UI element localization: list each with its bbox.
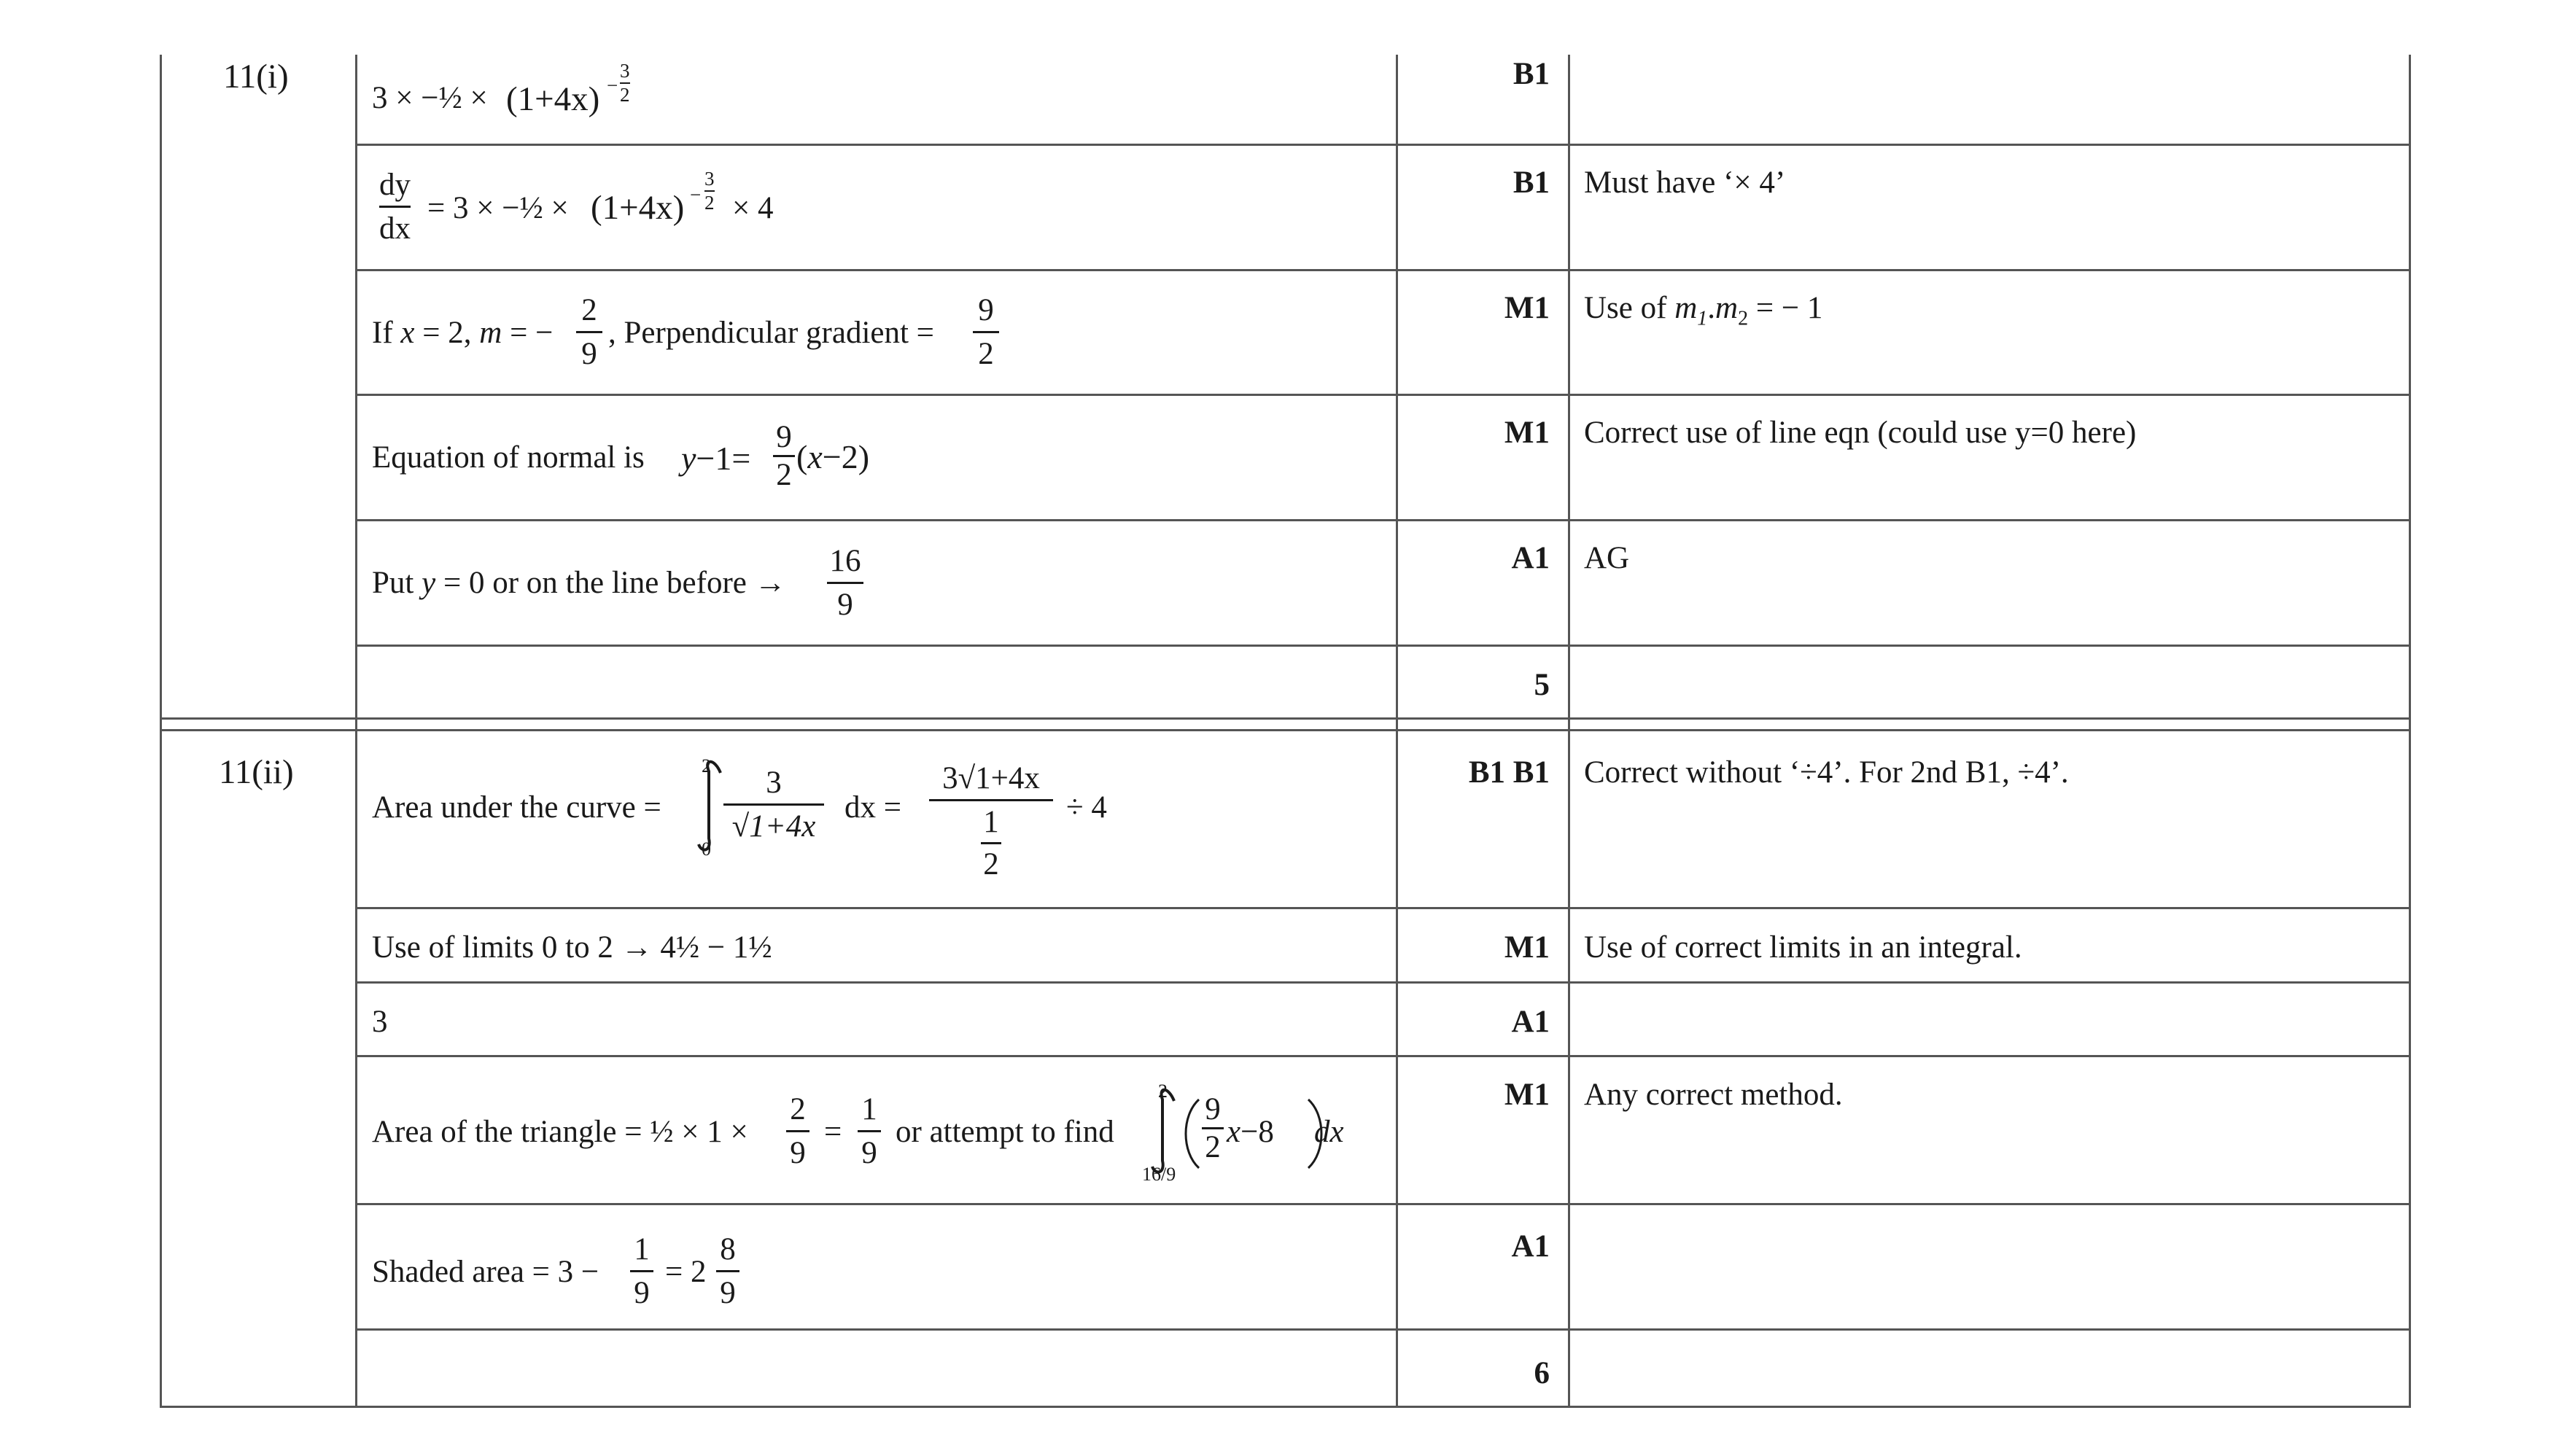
fraction-numerator: 1 [983,805,999,839]
working-text: ÷ 4 [1066,790,1107,825]
guidance-note: AG [1584,541,1630,575]
working-text: dx [1314,1115,1344,1149]
derivative-numerator: dy [379,168,411,202]
exponent-fraction [704,169,715,213]
integral-upper-limit: 2 [702,755,711,776]
mixed-fraction [716,1234,739,1309]
fraction-one-ninth [630,1234,653,1309]
mark-code: M1 [1504,930,1550,965]
integrand-fraction [723,767,824,842]
working-text: × 4 [732,191,774,225]
working-text: Equation of normal is [372,440,645,475]
fraction-numerator: 1 [861,1092,877,1126]
fraction-numerator: 16 [829,544,861,578]
exponent-minus: − [690,184,702,206]
fraction-denominator: 9 [861,1136,877,1170]
fraction-one-ninth [858,1094,881,1169]
mark-code: B1 [1513,166,1550,200]
guidance-note: Use of correct limits in an integral. [1584,930,2022,965]
question-label: 11(i) [223,58,289,96]
fraction-numerator: 2 [790,1092,806,1126]
fraction-denominator: 2 [1205,1130,1221,1164]
fraction-numerator: 9 [776,420,792,454]
derivative-denominator: dx [379,211,411,246]
fraction-numerator: 8 [720,1232,736,1266]
part-total: 5 [1534,668,1550,702]
guidance-note: Use of $m_1.m_2$ = − 1 [1584,291,1823,330]
fraction-two-ninths [786,1094,809,1169]
fraction-numerator: 2 [581,293,597,327]
fraction-numerator: 1 [634,1232,650,1266]
fraction-numerator: 3√1+4x [942,761,1040,795]
fraction-denominator: 9 [720,1276,736,1310]
fraction-denominator: 9 [581,337,597,371]
fraction-numerator: 9 [1205,1092,1221,1126]
fraction-denominator: √1+4x [731,809,816,844]
mark-code: A1 [1511,541,1550,575]
bracket-expression: (1+4x) [591,189,685,227]
integral-upper-limit: 2 [1158,1081,1168,1102]
working-text: 3 [372,1005,388,1039]
integral-lower-limit: 16/9 [1142,1164,1176,1185]
mark-code: M1 [1504,1078,1550,1112]
integrand-expression: x−8 [1227,1115,1274,1149]
mark-code: A1 [1511,1229,1550,1264]
mark-code: M1 [1504,416,1550,450]
exponent-minus: − [607,74,618,96]
mark-code: B1 [1513,57,1550,91]
equals-sign: = [824,1115,842,1149]
perpendicular-gradient-fraction [973,295,999,370]
mark-code: A1 [1511,1005,1550,1039]
mark-code: B1 B1 [1468,755,1550,790]
working-text: = 3 × −½ × [427,191,569,225]
integrand-coefficient [1202,1094,1224,1163]
exponent-numerator: 3 [704,168,715,190]
exponent-numerator: 3 [620,60,630,82]
fraction-denominator: 2 [776,458,792,492]
working-text: , Perpendicular gradient = [608,316,934,350]
fraction-numerator: 9 [978,293,994,327]
equation-rhs: (x−2) [796,438,870,475]
fraction-denominator: 2 [978,337,994,371]
working-text: Use of limits 0 to 2 → 4½ − 1½ [372,930,772,965]
working-text: Area of the triangle = ½ × 1 × [372,1115,748,1149]
fraction-numerator: 3 [766,766,782,800]
guidance-note: Must have ‘× 4’ [1584,166,1786,200]
working-text: dx = [844,790,902,825]
exponent-denominator: 2 [620,84,630,106]
part-total: 6 [1534,1356,1550,1390]
fraction-denominator: 9 [837,588,853,622]
guidance-note: Any correct method. [1584,1078,1843,1112]
fraction-denominator: 9 [790,1136,806,1170]
fraction-denominator: 9 [634,1276,650,1310]
working-text: If x = 2, m = − [372,316,554,350]
guidance-note: Correct without ‘÷4’. For 2nd B1, ÷4’. [1584,755,2069,790]
gradient-fraction [773,421,795,491]
question-label: 11(ii) [219,753,294,791]
working-text: or attempt to find [896,1115,1114,1149]
working-text: Area under the curve = [372,790,661,825]
intercept-fraction [827,545,863,620]
mark-code: M1 [1504,291,1550,325]
working-text: 3 × −½ × [372,81,488,115]
working-text: = 2 [665,1255,707,1289]
fraction-denominator: 2 [983,847,999,881]
working-text: Shaded area = 3 − [372,1255,599,1289]
exponent-fraction [620,61,630,105]
equation-lhs: y−1= [681,440,751,477]
exponent-denominator: 2 [704,192,715,214]
integral-lower-limit: 0 [702,838,711,860]
derivative-fraction [379,169,411,244]
gradient-fraction [576,295,602,370]
result-fraction [929,763,1053,880]
guidance-note: Correct use of line eqn (could use y=0 here) [1584,416,2137,450]
bracket-expression: (1+4x) [506,80,600,118]
integral-sign-icon [0,0,1,1]
working-text: Put y = 0 or on the line before → [372,566,786,600]
